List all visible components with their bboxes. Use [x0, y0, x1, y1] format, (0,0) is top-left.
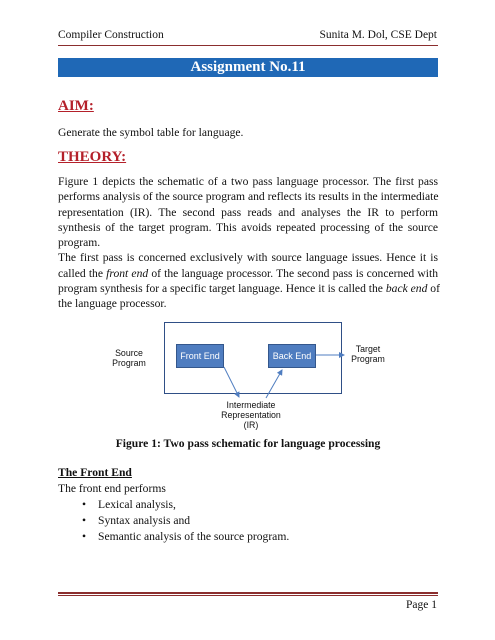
label-line: Program — [351, 354, 385, 364]
arrow-ir-to-back — [266, 370, 282, 398]
front-end-list — [82, 497, 289, 545]
label-line: Representation — [221, 410, 281, 420]
paragraph-line: Figure 1 depicts the schematic of a two pass language processor. The first pass — [58, 175, 438, 188]
paragraph-line: performs analysis of the source program and reflects its results in the intermediate — [58, 190, 439, 204]
paragraph-line: program. — [58, 236, 101, 250]
footer-divider — [58, 592, 438, 594]
aim-heading: AIM: — [58, 98, 94, 114]
paragraph-line — [58, 281, 438, 296]
footer-divider-thin — [58, 595, 438, 596]
text-run: called the — [58, 266, 107, 280]
header-author: Sunita M. Dol, CSE Dept — [319, 29, 437, 41]
emphasis-front-end: front end — [106, 266, 149, 280]
paragraph-line: representation (IR). The second pass reads and analyses the IR to perform — [58, 205, 438, 219]
list-item: • Lexical analysis, — [82, 497, 289, 513]
theory-paragraph-1 — [58, 174, 438, 312]
header-divider — [58, 45, 438, 46]
text-run: of — [427, 282, 440, 296]
ir-label — [212, 400, 290, 430]
figure-caption: Figure 1: Two pass schematic for language processing — [115, 437, 381, 450]
text-run: program synthesis for a specific target language. Hence it is called the — [58, 282, 386, 296]
label-line: Source — [115, 348, 143, 358]
assignment-banner: Assignment No.11 — [58, 58, 438, 77]
paragraph-line — [58, 266, 438, 281]
paragraph-line: the language processor. — [58, 297, 167, 311]
page-number: Page 1 — [406, 599, 437, 611]
label-line: Target — [355, 344, 381, 354]
front-end-intro: The front end performs — [58, 482, 166, 495]
list-item: • Semantic analysis of the source program. — [82, 529, 289, 545]
label-line: Program — [112, 358, 146, 368]
aim-text: Generate the symbol table for language. — [58, 126, 244, 139]
theory-heading: THEORY: — [58, 149, 127, 165]
text-run: of the language processor. The second pass is concerned with — [148, 266, 438, 280]
header-course-title: Compiler Construction — [58, 29, 164, 41]
list-item: • Syntax analysis and — [82, 513, 289, 529]
emphasis-back-end: back end — [385, 282, 428, 296]
label-line: (IR) — [243, 420, 259, 430]
label-line: Intermediate — [226, 400, 276, 410]
paragraph-line: The first pass is concerned exclusively with source language issues. Hence it is — [58, 251, 438, 265]
paragraph-line: synthesis of the target program. This avoids repeated processing of the source — [58, 220, 438, 234]
arrow-front-to-ir — [224, 367, 239, 397]
front-end-box: Front End — [176, 344, 224, 368]
two-pass-diagram — [100, 322, 400, 437]
back-end-box: Back End — [268, 344, 316, 368]
front-end-heading: The Front End — [58, 466, 132, 479]
